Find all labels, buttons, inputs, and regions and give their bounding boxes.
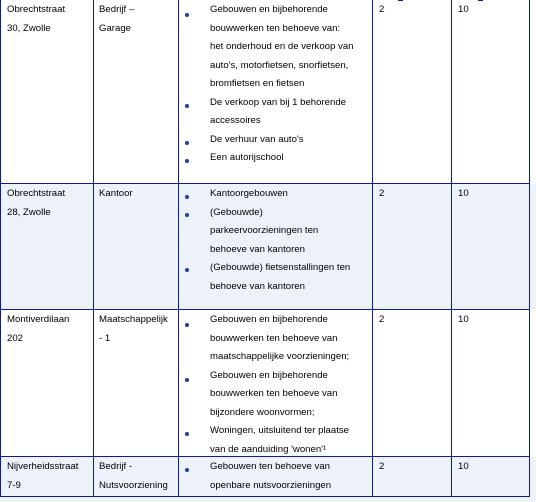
usage-item: [210, 131, 304, 150]
table-column-divider: [93, 0, 94, 497]
usage-item: [210, 458, 331, 495]
address-cell-line: Obrechtstraat: [7, 4, 66, 15]
table-row-divider: [0, 183, 530, 184]
usage-item: [210, 311, 349, 367]
usage-item-line: bromfietsen en fietsen: [210, 78, 305, 89]
function-cell: [99, 311, 168, 348]
value-cell: 2: [379, 461, 385, 472]
bullet-icon: [185, 213, 189, 217]
bullet-icon: [185, 323, 189, 327]
usage-item: [210, 149, 284, 168]
table-column-divider: [178, 0, 179, 497]
usage-item: [210, 185, 288, 204]
bullet-icon: [185, 378, 189, 382]
function-cell-line: Bedrijf -: [99, 461, 133, 472]
function-cell-line: Kantoor: [99, 188, 133, 199]
usage-item-line: behoeve van kantoren: [210, 280, 305, 292]
usage-item-line: Gebouwen en bijbehorende: [210, 369, 328, 381]
usage-item-line: Gebouwen en bijbehorende: [210, 314, 328, 325]
function-cell-line: Garage: [99, 22, 131, 34]
value-cell: 2: [379, 188, 385, 199]
usage-item-line: (Gebouwde): [210, 206, 263, 218]
bullet-icon: [185, 141, 189, 145]
value-cell: 10: [458, 188, 469, 199]
function-cell: [99, 185, 133, 204]
function-cell-line: - 1: [99, 332, 111, 344]
usage-item-line: Gebouwen ten behoeve van: [210, 461, 331, 472]
address-cell: [7, 1, 65, 38]
usage-item-line: accessoires: [210, 115, 261, 126]
address-cell: [7, 458, 78, 495]
usage-item: [210, 204, 318, 260]
address-cell-line: 7-9: [7, 479, 21, 491]
function-cell-line: Bedrijf –: [99, 4, 135, 15]
address-cell: [7, 311, 69, 348]
bullet-icon: [185, 13, 189, 17]
table-row-divider: [0, 456, 530, 457]
value-cell: 2: [379, 4, 385, 15]
address-cell-line: 202: [7, 332, 24, 344]
usage-item: [210, 94, 346, 131]
usage-item-line: openbare nutsvoorzieningen: [210, 479, 332, 491]
bullet-icon: [185, 159, 189, 163]
address-cell-line: 28, Zwolle: [7, 206, 51, 218]
table-row-divider: [0, 309, 530, 310]
usage-item-line: Woningen, uitsluitend ter plaatse: [210, 425, 350, 436]
usage-item-line: Kantoorgebouwen: [210, 188, 288, 199]
address-cell-line: Montiverdilaan: [7, 314, 70, 325]
value-cell: 10: [458, 461, 469, 472]
bullet-icon: [185, 268, 189, 272]
address-cell-line: Obrechtstraat: [7, 188, 66, 199]
function-cell-line: Nutsvoorziening: [99, 479, 168, 491]
usage-item-line: maatschappelijke voorzieningen;: [210, 351, 350, 362]
usage-item-line: behoeve van kantoren: [210, 243, 305, 255]
bullet-icon: [185, 104, 189, 108]
table-column-divider: [451, 0, 452, 497]
table-column-divider: [372, 0, 373, 497]
usage-item-line: van de aanduiding 'wonen'¹: [210, 443, 327, 455]
usage-item-line: het onderhoud en de verkoop van: [210, 41, 354, 52]
usage-item-line: Een autorijschool: [210, 152, 284, 163]
usage-item-line: De verhuur van auto's: [210, 133, 304, 145]
table-column-divider: [0, 0, 1, 497]
function-cell-line: Maatschappelijk: [99, 314, 168, 325]
usage-item: [210, 422, 349, 459]
usage-item-line: auto's, motorfietsen, snorfietsen,: [210, 59, 349, 71]
usage-item-line: Gebouwen en bijbehorende: [210, 4, 328, 15]
usage-item-line: bouwwerken ten behoeve van: [210, 388, 338, 399]
function-cell: [99, 458, 168, 495]
usage-item-line: bouwwerken ten behoeve van: [210, 332, 338, 344]
header-fragment: [478, 0, 483, 1]
header-fragment: [398, 0, 403, 1]
usage-item-line: bijzondere woonvormen;: [210, 406, 315, 418]
address-cell: [7, 185, 65, 222]
bullet-icon: [185, 195, 189, 199]
value-cell: 10: [458, 4, 469, 15]
address-cell-line: Nijverheidsstraat: [7, 461, 79, 472]
usage-item-line: De verkoop van bij 1 behorende: [210, 96, 347, 108]
value-cell: 10: [458, 314, 469, 325]
usage-item: [210, 1, 354, 94]
bullet-icon: [185, 468, 189, 472]
table-column-divider: [529, 0, 530, 497]
usage-item-line: (Gebouwde) fietsenstallingen ten: [210, 262, 351, 273]
usage-item-line: bouwwerken ten behoeve van:: [210, 22, 341, 34]
function-cell: [99, 1, 134, 38]
value-cell: 2: [379, 314, 385, 325]
bullet-icon: [185, 432, 189, 436]
address-cell-line: 30, Zwolle: [7, 22, 51, 34]
usage-item: [210, 259, 350, 296]
table-row-divider: [0, 496, 530, 497]
usage-item-line: parkeervoorzieningen ten: [210, 225, 319, 236]
usage-item: [210, 367, 337, 423]
